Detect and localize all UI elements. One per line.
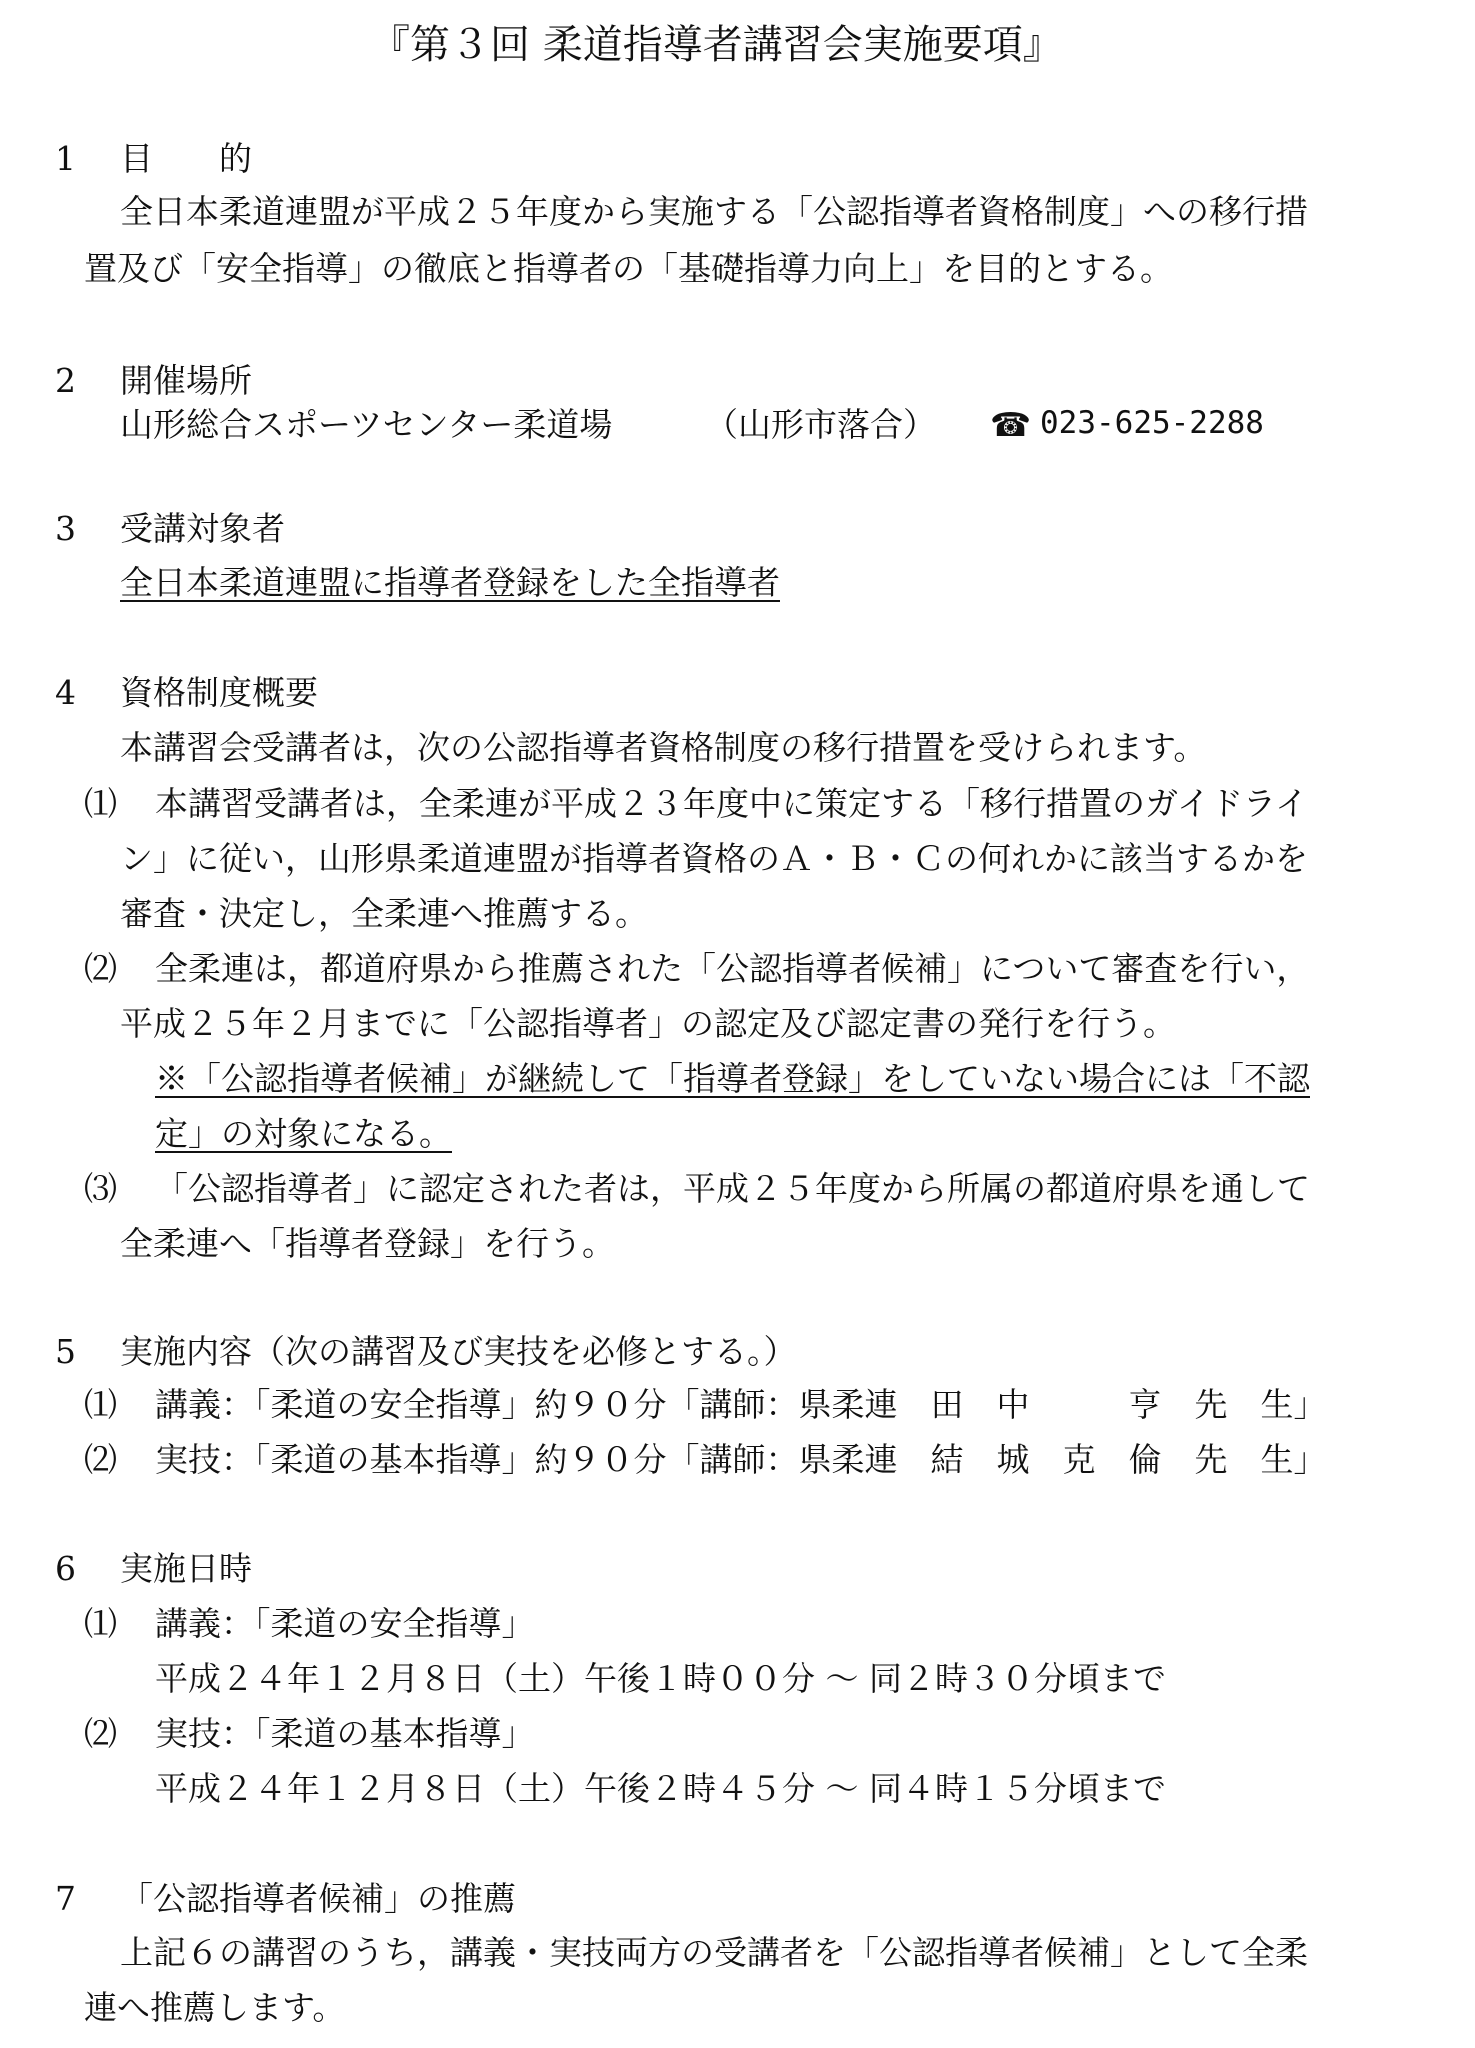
section-heading: 実施日時 [120, 1549, 252, 1588]
section-heading: 開催場所 [120, 361, 252, 400]
section-heading: 受講対象者 [120, 509, 285, 548]
practice-line: 実技：「柔道の基本指導」約９０分「講師：県柔連 結 城 克 倫 先 生」 [155, 1440, 1327, 1479]
section-number: 7 [55, 1879, 76, 1918]
target-audience: 全日本柔道連盟に指導者登録をした全指導者 [120, 563, 780, 602]
body-line: 上記６の講習のうち，講義・実技両方の受講者を「公認指導者候補」として全柔 [120, 1933, 1308, 1972]
document-title: 『第３回 柔道指導者講習会実施要項』 [370, 22, 1063, 68]
schedule-label: 講義：「柔道の安全指導」 [155, 1604, 535, 1643]
body-line: ン」に従い，山形県柔道連盟が指導者資格のＡ・Ｂ・Ｃの何れかに該当するかを [120, 839, 1308, 878]
section-number: 2 [55, 361, 76, 400]
body-line: 本講習会受講者は，次の公認指導者資格制度の移行措置を受けられます。 [120, 728, 1207, 767]
body-line: 全日本柔道連盟が平成２５年度から実施する「公認指導者資格制度」への移行措 [120, 192, 1308, 231]
schedule-time: 平成２４年１２月８日（土）午後１時００分 ～ 同２時３０分頃まで [155, 1659, 1166, 1698]
section-heading: 実施内容（次の講習及び実技を必修とする。） [120, 1332, 797, 1371]
section-heading: 「公認指導者候補」の推薦 [120, 1879, 516, 1918]
body-line: 置及び「安全指導」の徹底と指導者の「基礎指導力向上」を目的とする。 [84, 249, 1173, 288]
section-number: 1 [55, 139, 76, 178]
body-line: 平成２５年２月までに「公認指導者」の認定及び認定書の発行を行う。 [120, 1004, 1176, 1043]
body-line: 連へ推薦します。 [84, 1988, 346, 2027]
body-line: 本講習受講者は，全柔連が平成２３年度中に策定する「移行措置のガイドライ [155, 784, 1309, 823]
body-line: 全柔連は，都道府県から推薦された「公認指導者候補」について審査を行い， [155, 949, 1310, 988]
section-number: 3 [55, 509, 76, 548]
item-marker: ⑵ [84, 1714, 117, 1753]
item-marker: ⑵ [84, 1440, 117, 1479]
item-marker: ⑴ [84, 1604, 117, 1643]
body-line: 「公認指導者」に認定された者は，平成２５年度から所属の都道府県を通して [155, 1169, 1310, 1208]
item-marker: ⑶ [84, 1169, 117, 1208]
phone-number: 023-625-2288 [1040, 405, 1264, 441]
telephone-icon: ☎ [990, 405, 1032, 444]
body-line: 審査・決定し，全柔連へ推薦する。 [120, 894, 648, 933]
section-heading: 資格制度概要 [120, 673, 318, 712]
body-line: 全柔連へ「指導者登録」を行う。 [120, 1224, 615, 1263]
section-number: 6 [55, 1549, 76, 1588]
item-marker: ⑴ [84, 784, 117, 823]
item-marker: ⑴ [84, 1385, 117, 1424]
section-number: 5 [55, 1332, 76, 1371]
note-line: 定」の対象になる。 [155, 1114, 452, 1153]
venue-name: 山形総合スポーツセンター柔道場 [120, 405, 613, 444]
section-heading: 目 的 [120, 139, 252, 178]
lecture-line: 講義：「柔道の安全指導」約９０分「講師：県柔連 田 中 亨 先 生」 [155, 1385, 1327, 1424]
venue-address: （山形市落合） [705, 405, 936, 444]
note-line: ※「公認指導者候補」が継続して「指導者登録」をしていない場合には「不認 [155, 1059, 1310, 1098]
schedule-label: 実技：「柔道の基本指導」 [155, 1714, 535, 1753]
schedule-time: 平成２４年１２月８日（土）午後２時４５分 ～ 同４時１５分頃まで [155, 1769, 1166, 1808]
item-marker: ⑵ [84, 949, 117, 988]
section-number: 4 [55, 673, 76, 712]
